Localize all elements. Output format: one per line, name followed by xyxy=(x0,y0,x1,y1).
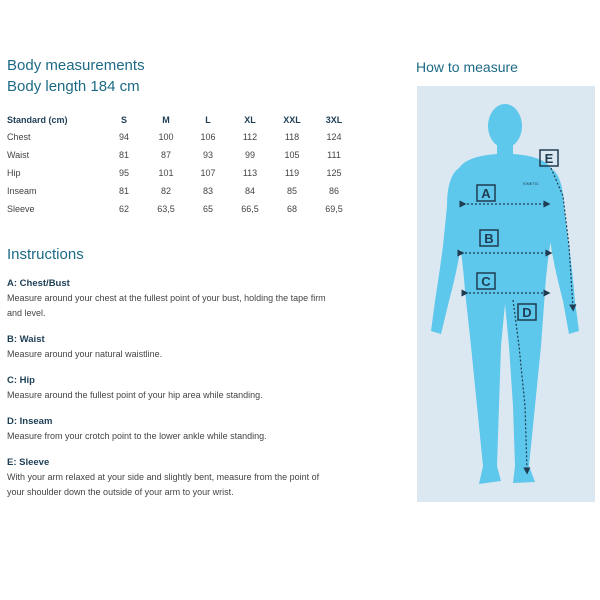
table-cell: 106 xyxy=(200,132,216,142)
column-header: M xyxy=(162,115,170,125)
body-length-subtitle: Body length 184 cm xyxy=(7,78,140,95)
table-row xyxy=(7,182,355,200)
svg-text:A: A xyxy=(481,186,491,201)
instruction-waist xyxy=(7,333,337,362)
instruction-text: With your arm relaxed at your side and slightly bent, measure from the point of your shoulder down the outside of your arm to your wrist. xyxy=(7,472,320,497)
instruction-heading: A: Chest/Bust xyxy=(7,278,70,289)
how-to-measure-title: How to measure xyxy=(416,59,518,75)
column-header: XL xyxy=(244,115,256,125)
instruction-heading: E: Sleeve xyxy=(7,457,50,468)
table-cell: 105 xyxy=(284,150,300,160)
table-cell: 125 xyxy=(326,168,342,178)
row-label: Hip xyxy=(7,168,21,178)
table-cell: 113 xyxy=(242,168,258,178)
page-title: Body measurements xyxy=(7,57,145,74)
table-header-row xyxy=(7,112,355,128)
table-cell: 81 xyxy=(118,150,129,160)
column-header: S xyxy=(120,115,127,125)
svg-text:C: C xyxy=(481,274,491,289)
instruction-inseam xyxy=(7,415,337,444)
table-cell: 81 xyxy=(118,186,129,196)
instruction-heading: C: Hip xyxy=(7,375,35,386)
table-row xyxy=(7,200,355,218)
table-cell: 68 xyxy=(286,204,297,214)
table-cell: 93 xyxy=(202,150,213,160)
table-cell: 107 xyxy=(200,168,216,178)
table-row xyxy=(7,128,355,146)
row-label: Inseam xyxy=(7,186,37,196)
table-cell: 118 xyxy=(284,132,300,142)
instruction-hip xyxy=(7,374,337,403)
table-row xyxy=(7,146,355,164)
table-cell: 111 xyxy=(327,150,341,160)
table-row xyxy=(7,164,355,182)
table-cell: 101 xyxy=(158,168,174,178)
table-cell: 85 xyxy=(286,186,297,196)
svg-text:E: E xyxy=(544,151,554,166)
table-cell: 62 xyxy=(118,204,129,214)
table-cell: 65 xyxy=(202,204,213,214)
instruction-text: Measure around your chest at the fullest point of your bust, holding the tape firm and level. xyxy=(7,293,326,318)
table-cell: 83 xyxy=(202,186,213,196)
instruction-sleeve xyxy=(7,456,337,500)
instruction-text: Measure around your natural waistline. xyxy=(7,349,163,359)
table-cell: 94 xyxy=(118,132,129,142)
table-cell: 69,5 xyxy=(325,204,343,214)
instruction-text: Measure from your crotch point to the lower ankle while standing. xyxy=(7,431,267,441)
body-silhouette xyxy=(431,104,579,484)
table-cell: 63,5 xyxy=(157,204,175,214)
body-silhouette-illustration xyxy=(417,86,595,502)
instruction-heading: B: Waist xyxy=(7,334,45,345)
row-label: Sleeve xyxy=(7,204,35,214)
size-chart-table xyxy=(7,112,355,218)
svg-text:D: D xyxy=(522,305,532,320)
row-label: Chest xyxy=(7,132,31,142)
column-header: XXL xyxy=(283,115,301,125)
table-cell: 86 xyxy=(328,186,339,196)
measurement-figure-panel xyxy=(417,86,595,502)
table-cell: 124 xyxy=(326,132,342,142)
table-cell: 87 xyxy=(160,150,171,160)
instruction-heading: D: Inseam xyxy=(7,416,53,427)
column-header: 3XL xyxy=(325,115,343,125)
brand-logo: KINETIC xyxy=(523,181,539,186)
table-cell: 95 xyxy=(118,168,129,178)
table-cell: 84 xyxy=(244,186,255,196)
column-header: Standard (cm) xyxy=(7,115,68,125)
row-label: Waist xyxy=(7,150,30,160)
table-cell: 66,5 xyxy=(241,204,259,214)
column-header: L xyxy=(205,115,211,125)
table-cell: 82 xyxy=(160,186,171,196)
table-cell: 100 xyxy=(158,132,174,142)
instruction-text: Measure around the fullest point of your hip area while standing. xyxy=(7,390,263,400)
instruction-chest xyxy=(7,277,337,321)
table-cell: 99 xyxy=(244,150,255,160)
instructions-title: Instructions xyxy=(7,246,84,263)
table-cell: 112 xyxy=(242,132,258,142)
table-cell: 119 xyxy=(284,168,300,178)
svg-text:B: B xyxy=(484,231,494,246)
